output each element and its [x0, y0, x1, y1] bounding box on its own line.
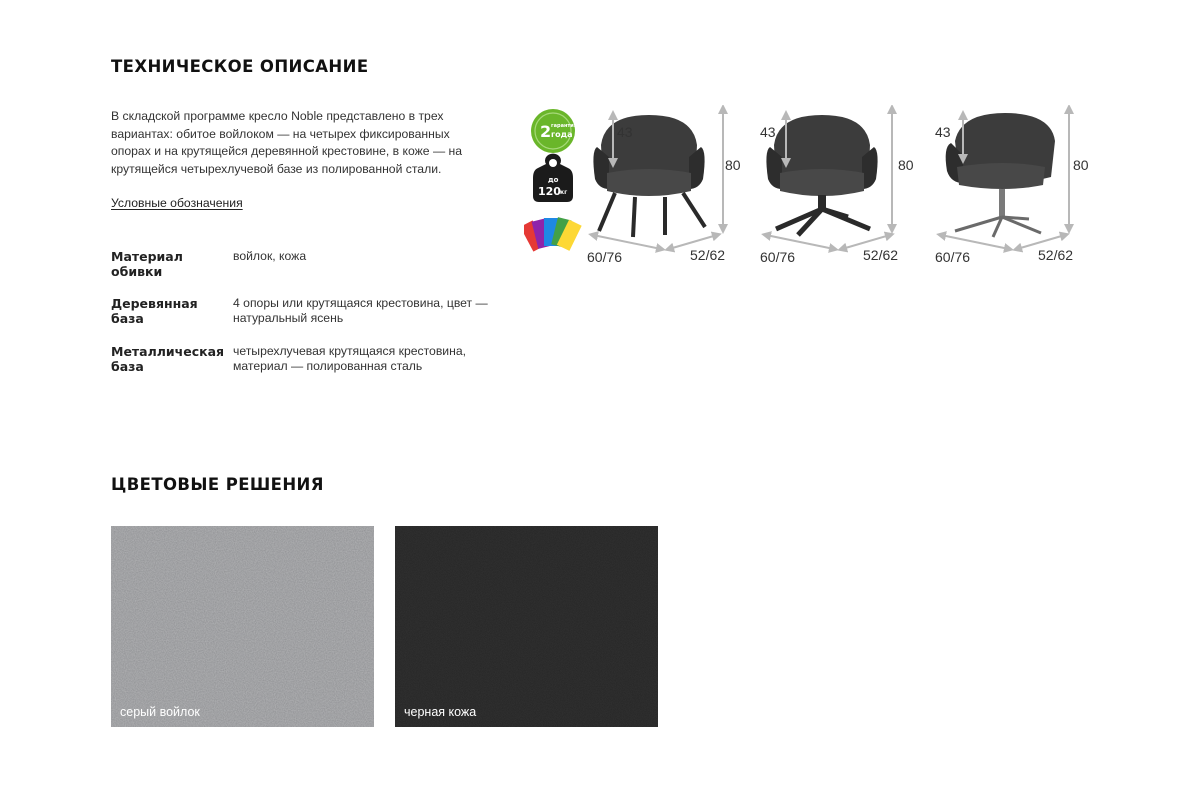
dimension-diagrams	[585, 105, 1100, 270]
warranty-number: 2	[540, 122, 552, 141]
spec-value: войлок, кожа	[233, 249, 307, 263]
load-value: 120	[538, 185, 561, 198]
dim-height: 80	[1073, 157, 1089, 173]
chair-diagram-steel-star	[935, 109, 1089, 265]
feature-badges	[524, 106, 584, 256]
spec-value: 4 опоры или крутящаяся крестовина, цвет — натуральный ясень	[233, 296, 488, 325]
dim-seat-height: 43	[935, 124, 951, 140]
load-unit: кг	[560, 189, 568, 196]
legend-link[interactable]: Условные обозначения	[111, 196, 243, 210]
dim-seat-height: 43	[617, 124, 633, 140]
warranty-icon	[531, 109, 577, 153]
load-prefix: до	[548, 176, 559, 184]
chair-four-legs-icon	[593, 115, 705, 237]
dim-height: 80	[725, 157, 741, 173]
dim-seat-height: 43	[760, 124, 776, 140]
warranty-word: года	[551, 130, 573, 139]
color-options-icon	[524, 217, 582, 251]
dim-width: 60/76	[935, 249, 971, 265]
spec-value: четырехлучевая крутящаяся крестовина, материал — полированная сталь	[233, 344, 466, 373]
section-title-tech: ТЕХНИЧЕСКОЕ ОПИСАНИЕ	[111, 57, 369, 76]
description-text: В складской программе кресло Noble представлено в трех вариантах: обитое войлоком — на четырех фиксированных опорах и на крутящейся деревянной крестовине, в коже — на крутящейся четырехлучевой базе из полированной стали.	[111, 109, 463, 176]
section-title-colors: ЦВЕТОВЫЕ РЕШЕНИЯ	[111, 475, 324, 494]
dim-depth: 52/62	[1038, 247, 1074, 263]
load-capacity-icon	[533, 154, 573, 202]
felt-texture	[111, 526, 374, 727]
leather-texture	[395, 526, 658, 727]
swatch-gray-felt[interactable]	[111, 526, 374, 727]
spec-label: Металлическая база	[111, 344, 225, 374]
warranty-small: гарантия	[551, 123, 578, 129]
swatch-black-leather[interactable]	[395, 526, 658, 727]
chair-diagram-wood-cross	[760, 109, 914, 265]
spec-label: Материал обивки	[111, 249, 183, 279]
swatch-caption: серый войлок	[120, 705, 200, 719]
dim-width: 60/76	[587, 249, 623, 265]
spec-label: Деревянная база	[111, 296, 198, 326]
chair-diagram-four-legs	[587, 109, 741, 265]
dim-width: 60/76	[760, 249, 796, 265]
chair-wood-cross-icon	[766, 115, 877, 235]
dim-height: 80	[898, 157, 914, 173]
dim-depth: 52/62	[690, 247, 726, 263]
swatch-caption: черная кожа	[404, 705, 477, 719]
dim-depth: 52/62	[863, 247, 899, 263]
